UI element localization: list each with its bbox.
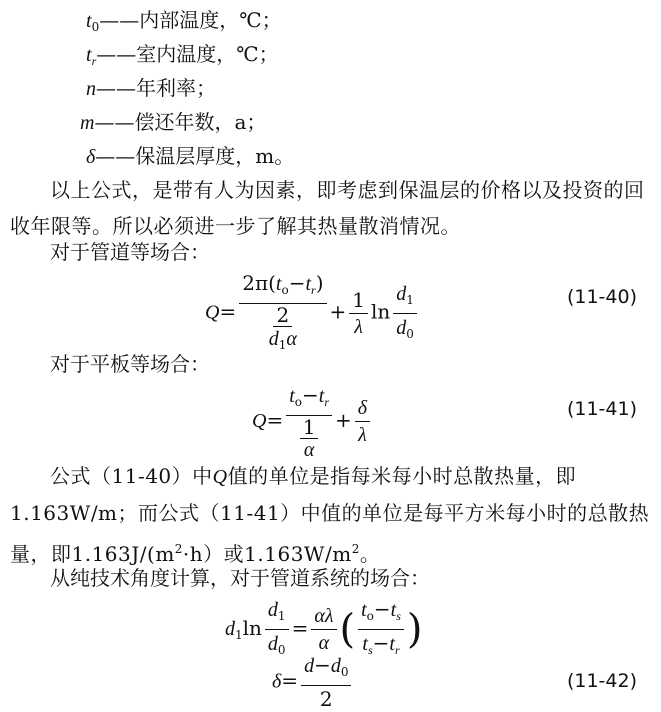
equation-11-41: Q= $\frac{t_o-t_r}{\frac{1}{\alpha}}$ + $\frac{\delta}{\lambda}$	[252, 382, 373, 461]
equation-11-40: Q= $\frac{2\pi(t_o-t_r)}{\frac{2}{d_1\alpha}}$ + $\frac{1}{\lambda}$ ln $\frac{d_1}{d_0}$	[205, 270, 420, 356]
definition-delta: δ——保温层厚度，m。	[86, 144, 295, 168]
equation-number-11-40: (11-40)	[566, 286, 637, 308]
definition-m: m——偿还年数，a；	[80, 110, 267, 134]
equation-number-11-42: (11-42)	[566, 670, 637, 692]
heading-plate: 对于平板等场合：	[50, 352, 210, 376]
definition-t0: $t_0——$内部温度，℃；	[86, 8, 282, 34]
heading-system: 从纯技术角度计算，对于管道系统的场合：	[50, 566, 430, 590]
paragraph-units: 公式（11-40）中Q值的单位是指每米每小时总散热量，即1.163W/m；而公式（11-41）中值的单位是每平方米每小时的总散热量，即$1.163J/(m^2\cdot h)$或$1.163W/m^2$。	[10, 464, 650, 566]
definition-tr: $t_r——$室内温度，℃；	[86, 42, 279, 68]
equation-d1-ln: $d_1\ln$ $\frac{d_1}{d_0}$ = $\frac{\alpha\lambda}{\alpha}$ ( $\frac{t_o-t_s}{t_s-t_r}$ )	[225, 597, 423, 657]
definition-n: n——年利率；	[86, 76, 216, 100]
equation-11-42: δ= $\frac{d-d_0}{2}$	[272, 652, 354, 712]
paragraph-intro: 以上公式，是带有人为因素，即考虑到保温层的价格以及投资的回收年限等。所以必须进一步了解其热量散消情况。	[10, 178, 645, 238]
heading-pipe: 对于管道等场合：	[50, 240, 210, 264]
equation-number-11-41: (11-41)	[566, 398, 637, 420]
